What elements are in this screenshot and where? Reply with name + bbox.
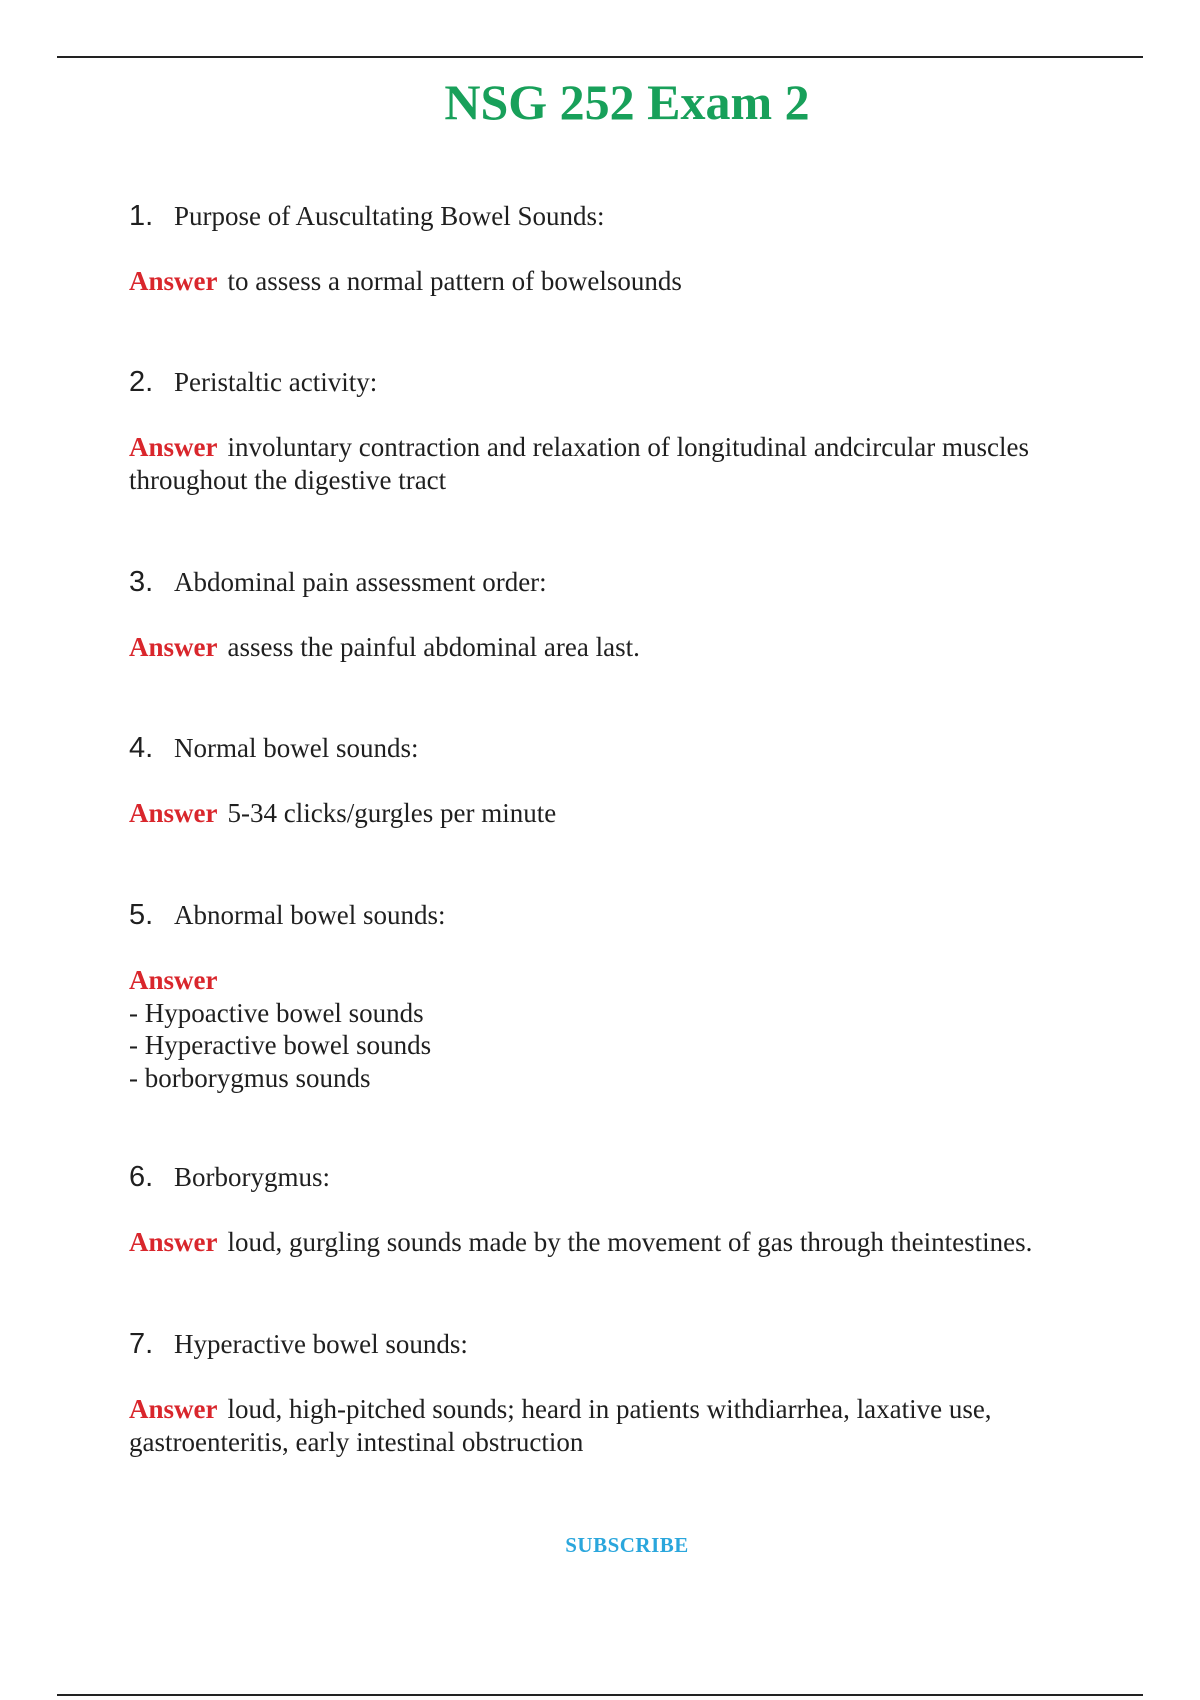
question-line [129,899,1089,931]
answer-line [129,431,1089,496]
question-block-4 [129,732,1089,830]
answer-text: loud, gurgling sounds made by the movement of gas through theintestines. [227,1227,1033,1257]
question-block-2 [129,366,1089,496]
question-line [129,1161,1089,1193]
answer-label: Answer [129,432,218,462]
answer-text: loud, high-pitched sounds; heard in patients withdiarrhea, laxative use, gastroenteritis, early intestinal obstruction [129,1394,992,1457]
list-item: - Hypoactive bowel sounds [129,997,424,1028]
answer-list [129,997,1089,1095]
top-rule [57,56,1143,58]
answer-text: assess the painful abdominal area last. [227,632,640,662]
list-item: - borborygmus sounds [129,1062,371,1093]
answer-line [129,631,1089,664]
question-block-7 [129,1328,1089,1458]
question-text: Borborygmus: [174,1162,331,1192]
question-text: Abnormal bowel sounds: [174,900,446,930]
question-block-1 [129,200,1089,298]
list-item: - Hyperactive bowel sounds [129,1030,432,1060]
question-number: 7. [129,1328,154,1360]
question-block-3 [129,566,1089,664]
answer-text: 5-34 clicks/gurgles per minute [227,798,557,828]
question-line [129,200,1089,232]
bottom-rule [57,1694,1143,1696]
question-text: Normal bowel sounds: [174,733,419,763]
answer-text: to assess a normal pattern of bowelsounds [227,266,682,296]
question-block-6 [129,1161,1089,1259]
question-number: 2. [129,366,154,398]
answer-label: Answer [129,632,218,662]
question-number: 3. [129,566,154,598]
question-number: 6. [129,1161,154,1193]
question-number: 5. [129,899,154,931]
answer-label: Answer [129,965,218,995]
question-block-5 [129,899,1089,1094]
answer-label: Answer [129,1394,218,1424]
question-number: 1. [129,200,154,232]
answer-text: involuntary contraction and relaxation of longitudinal andcircular muscles throughout the digestive tract [129,432,1029,495]
question-text: Purpose of Auscultating Bowel Sounds: [174,201,605,231]
answer-label: Answer [129,1227,218,1257]
page-title: NSG 252 Exam 2 [444,74,810,130]
answer-line [129,797,1089,830]
answer-line [129,265,1089,298]
subscribe-link[interactable]: SUBSCRIBE [565,1533,689,1557]
question-text: Hyperactive bowel sounds: [174,1329,468,1359]
answer-line [129,1226,1089,1259]
question-line [129,566,1089,598]
question-line [129,732,1089,764]
question-text: Peristaltic activity: [174,367,378,397]
question-text: Abdominal pain assessment order: [174,567,547,597]
question-number: 4. [129,732,154,764]
answer-label: Answer [129,266,218,296]
answer-label: Answer [129,798,218,828]
question-line [129,1328,1089,1360]
answer-block [129,964,1089,1094]
question-line [129,366,1089,398]
answer-line [129,1393,1089,1458]
